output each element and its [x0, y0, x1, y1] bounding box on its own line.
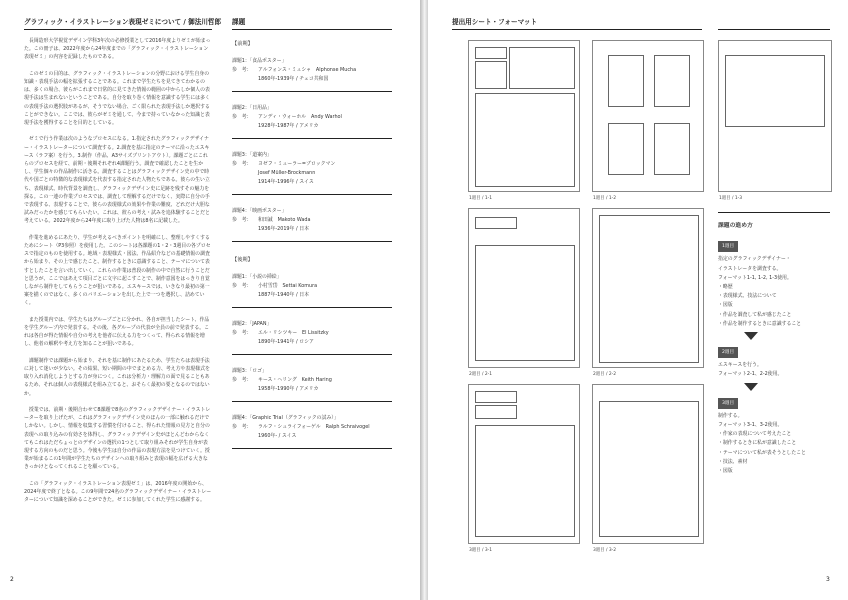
format-sheet: [592, 208, 704, 377]
intro-text: [24, 37, 212, 513]
sheet-field: [475, 47, 507, 59]
step-badge: 3週目: [718, 398, 738, 409]
paragraph: 作業を進めるにあたり、学生が考えるべきポイントを明確にし、整理しやすくするためにシート（P3参照）を使用した。このシートは各課題の1・2・3週目の各プロセスで指定のものを使用する。地域・表現様式・図法、作品紹介などの基礎情報の調査から始まり、その上で感じたこと、制作するときに意識すること、テーマについて表すとしたことを言い出していく。これらの作業は普段の制作の中で自然に行うことだと思うが、ここではあえて項目ごとに文字に起こすことで、制作意図をはっきり自覚しながら制作をしてもらうことが狙いである。エスキースでは、いきなり最初の第一案を描くのではなく、多くのバリエーションを出した上で一つを選択し、詰めていく。: [24, 234, 211, 307]
format-sheet: [718, 40, 832, 201]
step-line: 指定のグラフィックデザイナー・: [718, 256, 791, 263]
assignment-list: [232, 30, 392, 457]
assignment-item: 課題4：「映画ポスター」 参 考： 和田誠 Makoto Wada 1936年-2019年 / 日本: [232, 203, 392, 242]
sheet-field: [475, 425, 575, 537]
step-line: ・制作するときに私が意識したこと: [718, 440, 797, 447]
assignments-header: 課題: [232, 18, 246, 26]
divider: [718, 212, 830, 213]
paragraph: また授業内では、学生たちはグループごとに分かれ、各自が担当したシート、作品を学生グループ内で発表する。その後、各グループの代表が全員の前で発表する。これは各自が得た情報や自分の考えを他者に伝える力をつくって、得られる情報を増し、他者の解釈や考え方を知ることが狙いである。: [24, 316, 210, 348]
step-line: フォーマット2-1、2-2使用。: [718, 371, 783, 378]
step-line: ・作家の表現について考えたこと: [718, 431, 792, 438]
paragraph: 課題制作では課題から始まり、それを基に制作にあたるため、学生たちは表現手法に対して迷いが少ない。その結果、短い期間の中でまとめる力、考え方や表現様式を取り入れ消化しようとする力が身につく。これは分析力・理解力の面で見ることもあるため、それは個人の表現様式を組み立てると、おそらく最初の要となるのではないか。: [24, 357, 210, 397]
sheet-caption: 2週目 / 2-2: [593, 372, 617, 377]
assignment-item: 課題3：「ロゴ」 参 考： キース・ヘリング Keith Haring 1958年-1990年 / アメリカ: [232, 363, 392, 402]
assignment-item: 課題3：「道案内」 参 考： ヨゼフ・ミューラー=ブロックマン Josef Müller-Brockmann 1914年-1996年 / スイス: [232, 147, 392, 195]
second-term-label: 【後期】: [232, 257, 253, 264]
step-line: イラストレータを調査する。: [718, 265, 782, 272]
paragraph: 長岡造形大学視覚デザイン学科3年次の必修授業として2016年度よりゼミが始まった。この冊子は、2022年度から24年度までの「グラフィック・イラストレーション表現ゼミ」の内容を記録したものである。: [24, 38, 211, 61]
sheet-caption: 3週目 / 3-1: [469, 548, 493, 553]
step-line: ・図版: [718, 302, 733, 309]
sheet-caption: 1週目 / 1-2: [593, 196, 617, 201]
sheet-field: [654, 55, 690, 107]
step-line: ・技法、素材: [718, 458, 748, 465]
formats-header: 提出用シート・フォーマット: [452, 18, 538, 26]
format-sheet: [468, 40, 580, 201]
assignment-item: 課題1：「小説の挿絵」 参 考： 小村雪岱 Settai Komura 1887年-1940年 / 日本: [232, 269, 392, 308]
page-gutter: [420, 0, 428, 600]
step-line: ・作品を調査して私が感じたこと: [718, 311, 792, 318]
sheet-field: [475, 391, 517, 403]
format-sheet: [468, 384, 580, 553]
paragraph: このゼミの目的は、グラフィック・イラストレーションの分野における学生自身の知識・表現手法の幅を拡張することである。これまで学生たちを見てきてわかるのは、多くの場合、彼らがこれまで日常的に見てきた情報の範囲の中からしか個人の表現手法は生まれないということである。自分を取り巻く情報を意識する学生には多くの表現手法の選択肢があるが、そうでない場合、ごく限られた表現手法しか選択することができない。ここでは、彼らがゼミを通して、今まで持っていなかった知識と表現手法を獲得することを目的としている。: [24, 70, 210, 127]
step-line: ・作品を制作するときに意識すること: [718, 320, 802, 327]
paragraph: 授業では、前期・後期合わせて8課題で8名のグラフィックデザイナー・イラストレーターを取り上げたが、これはグラフィックデザイン史のほんの一部に触れるだけでしかない。しかし、情報を収集する習慣を付けること、得られた情報の見方と自分の表現への取り込みの有効さを体得し、グラフィックデザイン史がほとんどわからなくてもこれはただちょっとのデザインの選択の1つとして取り組みそれが学生自身が表現する方向のものだと思う。今後も学生は自分の作品の表現方法を見つけていく。授業が始まるこの1年間が学生たちのデザインへの取り組みと表現の幅を広げる大きなきっかけとなってくれることを願っている。: [24, 407, 211, 471]
sheet-field: [654, 123, 690, 175]
step-line: フォーマット1-1, 1-2, 1-3使用。: [718, 274, 792, 281]
step-badge: 1週目: [718, 241, 738, 252]
sheet-field: [599, 215, 699, 363]
right-page: [428, 0, 848, 600]
page-number: 3: [826, 576, 830, 583]
arrow-down-icon: [744, 383, 758, 391]
left-page-header: グラフィック・イラストレーション表現ゼミについて / 御法川哲郎: [24, 18, 222, 26]
format-sheet: [592, 384, 704, 553]
sheet-caption: 1週目 / 1-3: [719, 196, 743, 201]
format-sheet: [592, 40, 704, 201]
step-line: エスキースを行う。: [718, 362, 762, 369]
steps-header: 課題の進め方: [718, 223, 753, 229]
paragraph: この「グラフィック・イラストレーション表現ゼミ」は、2016年度の開始から、2024年度で終了となる。この9年間で24名のグラフィックデザイナー・イラストレーターについて知識を深めることができた。ゼミに参加してくれた学生に感謝する。: [24, 480, 212, 504]
header-rule: [24, 29, 212, 30]
assignment-item: 課題2：「JAPAN」 参 考： エル・リシツキー El Lissitzky 1890年-1941年 / ロシア: [232, 316, 392, 355]
sheet-caption: 1週目 / 1-1: [469, 196, 493, 201]
sheet-field: [475, 405, 517, 419]
sheet-field: [599, 401, 699, 537]
step-line: 制作する。: [718, 412, 743, 419]
sheet-field: [475, 93, 575, 187]
sheet-field: [475, 61, 507, 89]
first-term-label: 【前期】: [232, 41, 253, 47]
steps-panel: [718, 222, 830, 476]
format-sheet: [468, 208, 580, 377]
sheet-field: [608, 123, 644, 175]
step-line: ・テーマについて私が表そうとしたこと: [718, 449, 806, 456]
sheet-field: [475, 245, 575, 361]
step-badge: 2週目: [718, 347, 738, 358]
step-line: ・略歴: [718, 284, 733, 291]
sheet-field: [509, 47, 575, 89]
step-line: フォーマット3-1、3-2使用。: [718, 422, 783, 429]
paragraph: ゼミで行う作業は次のようなプロセスになる。1.指定されたグラフィックデザイナー・イラストレーターについて調査する。2.調査を基に指定のテーマに沿ったエスキース（ラフ案）を行う。3.制作（作品、A3サイズプリントアウト）。課題ごとにこれらのプロセスを経て、前期・後期それぞれ4課題行う。調査で確認したことを生かし、学生個々の作品制作に活きる。調査することはグラフィックデザイン史の中で時代や国ごとの特徴的な表現様式を代表する指定された人物たちである。彼らの生い立ち、表現様式、時代背景を調査し、グラフィックデザイン史に足跡を残すその魅力を探る。この一連の作業プロセスでは、調査して理解するだけでなく、実際に自分の手で表現する、表現することで、彼らの表現様式の効果や作業の難度、どれだけ大胆な試みだったかを感じてもらいたい。これは、彼らの考え・試みを追体験することだと考えている。2022年度から24年度に取り上げた人物は8名に記載した。: [24, 136, 210, 225]
assignment-item: 課題1：「食品ポスター」 参 考： アルフォンス・ミュシャ Alphonse Mucha 1860年-1939年 / チェコ共和国: [232, 53, 392, 92]
sheet-field: [475, 217, 517, 229]
sheet-caption: 3週目 / 3-2: [593, 548, 617, 553]
page-number: 2: [10, 576, 14, 583]
step-line: ・表現様式、技法について: [718, 293, 777, 300]
assignment-item: 課題2：「日用品」 参 考： アンディ・ウォーホル Andy Warhol 1928年-1987年 / アメリカ: [232, 100, 392, 139]
step-line: ・図版: [718, 468, 733, 475]
sheet-field: [608, 55, 644, 107]
header-rule: [718, 29, 830, 30]
sheet-caption: 2週目 / 2-1: [469, 372, 493, 377]
arrow-down-icon: [744, 332, 758, 340]
assignment-item: 課題4：「Graphic Trial（グラフィックの試み）」 参 考： ラルフ・シュライフォーゲル Ralph Schraivogel 1960年- / スイス: [232, 410, 392, 449]
header-rule: [452, 29, 702, 30]
left-page: [0, 0, 420, 600]
sheet-field: [725, 55, 825, 127]
